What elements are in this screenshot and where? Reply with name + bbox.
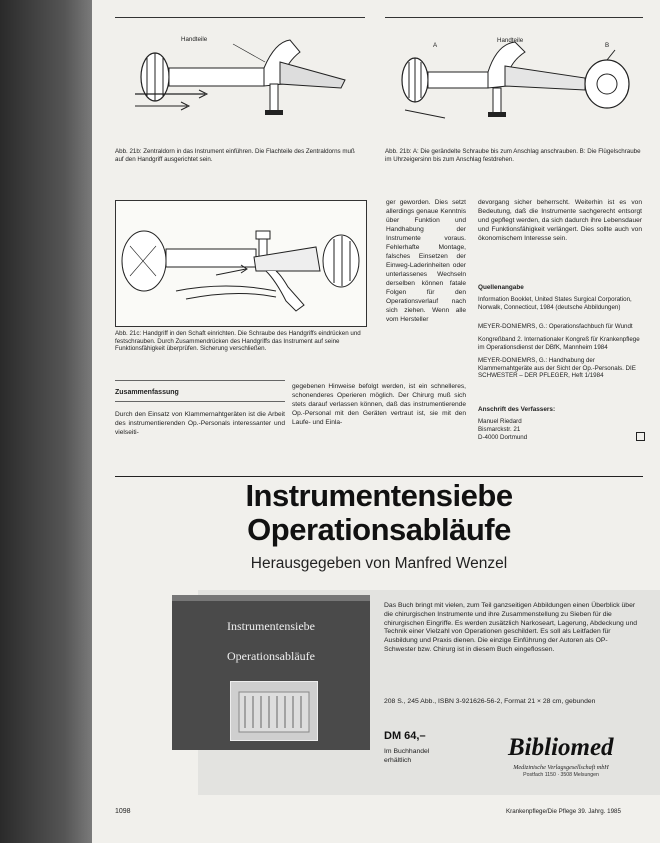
- book-cover-title-1: Instrumentensiebe: [227, 619, 315, 633]
- figure-a-label-handle: Handteile: [181, 36, 208, 43]
- book-cover: [172, 595, 370, 750]
- figure-a: [115, 22, 365, 132]
- author-line: Bismarckstr. 21: [478, 426, 521, 433]
- source-item: Information Booklet, United States Surgical Corporation, Norwalk, Connecticut, 1984 (deutsche Abbildungen): [478, 296, 632, 311]
- author-heading: Anschrift des Verfassers:: [478, 406, 556, 413]
- book-cover-image: [230, 681, 318, 741]
- ad-price: DM 64,–: [384, 730, 426, 742]
- summary-rule-bottom: [115, 401, 285, 402]
- stapler-drawing-a: [115, 22, 365, 132]
- ad-description: Das Buch bringt mit vielen, zum Teil ganzseitigen Abbildungen einen Überblick über die chirurgischen Instrumente und ihre Zusammenstellung zu Sieben für die chirurgischen Eingriffe. Es werden zusätzlich Narkoseart, Lagerung, Abdeckung und Technik einer Vielzahl von Operationen geschildert. Es soll als Leitfaden für Ausbildung und Praxis dienen. Die einzige Einführung der Autoren als OP-Schwester bzw. Chirurg ist in diesem Buch eingeflossen.: [384, 602, 638, 653]
- summary-rule-top: [115, 380, 285, 381]
- figure-b: [385, 22, 643, 132]
- column-1-text: Durch den Einsatz von Klammernahtgeräten ist die Arbeit des instrumentierenden Op.-Personals interessanter und vielseiti-: [115, 411, 285, 436]
- column-2-bottom-text: gegebenen Hinweise befolgt werden, ist ein schnelleres, schonenderes Operieren möglich. Der Chirurg muß sich stets darauf verlassen können, daß das instrumentierende Op.-Personal mit den Geräten vertraut ist, sie mit den Laufe- und Einla-: [292, 383, 466, 426]
- publisher-logo: Bibliomed: [508, 734, 614, 761]
- ad-title-line-2: Operationsabläufe: [247, 512, 511, 547]
- author-line: Manuel Riedard: [478, 418, 522, 425]
- top-rule-left: [115, 17, 365, 18]
- journal-footer: Krankenpflege/Die Pflege 39. Jahrg. 1985: [506, 808, 621, 815]
- book-spine-shadow: [0, 0, 92, 843]
- figure-c: [115, 200, 367, 327]
- publisher-address: Postfach 1150 · 3508 Melsungen: [523, 772, 599, 778]
- figure-b-label-a: A: [433, 42, 438, 49]
- column-3-text: devorgang sicher beherrscht. Weiterhin ist es von Bedeutung, daß die Instrumente sachgerecht entsorgt und gepflegt werden, da sich dadurch ihre Lebensdauer und Funktionsfähigkeit verlängert. Dies sollte auch von ökonomischem Interesse sein.: [478, 199, 642, 242]
- ad-rule: [115, 476, 643, 477]
- ad-specs: 208 S., 245 Abb., ISBN 3-921626-56-2, Format 21 × 28 cm, gebunden: [384, 698, 596, 705]
- figure-b-caption: Abb. 21b: A: Die gerändelte Schraube bis zum Anschlag anschrauben. B: Die Flügelschraube im Uhrzeigersinn bis zum Anschlag festdrehen.: [385, 148, 641, 163]
- ad-title-line-1: Instrumentensiebe: [245, 478, 513, 513]
- figure-b-label-handle: Handteile: [497, 37, 524, 44]
- ad-availability: Im Buchhandel erhältlich: [384, 748, 430, 764]
- end-mark: [636, 432, 645, 441]
- stapler-drawing-c: [116, 201, 366, 326]
- source-item: MEYER-DONIEMRS, G.: Handhabung der Klammernahtgeräte aus der Sicht der Op.-Personals. DIE SCHWESTER – DER PFLEGER, Heft 1/1984: [478, 357, 636, 380]
- page-number: 1098: [115, 808, 131, 815]
- top-rule-right: [385, 17, 643, 18]
- book-cover-title-2: Operationsabläufe: [227, 649, 315, 663]
- publisher-name: Medizinische Verlagsgesellschaft mbH: [513, 764, 609, 771]
- source-item: Kongreßband 2. Internationaler Kongreß für Krankenpflege im Operationsdienst der DBfK, Mannheim 1984: [478, 336, 640, 351]
- column-2-top-text: ger geworden. Dies setzt allerdings genaue Kenntnis über Funktion und Handhabung der Instrumente voraus. Fehlerhafte Montage, falsches Einsetzen der Einweg-Laderinheiten oder unterlassenes Wechseln derselben können fatale Folgen für den Operationsverlauf nach sich ziehen. Wenn alle vom Hersteller: [386, 199, 466, 323]
- sources-heading: Quellenangabe: [478, 284, 524, 291]
- figure-b-label-b: B: [605, 42, 610, 49]
- ad-subtitle: Herausgegeben von Manfred Wenzel: [250, 555, 508, 572]
- author-line: D-4000 Dortmund: [478, 434, 528, 441]
- source-item: MEYER-DONIEMRS, G.: Operationsfachbuch für Wundt: [478, 323, 633, 330]
- figure-a-caption: Abb. 21b: Zentraldorn in das Instrument einführen. Die Flachteile des Zentraldorns muß auf den Handgriff ausgerichtet sein.: [115, 148, 355, 163]
- figure-c-caption: Abb. 21c: Handgriff in den Schaft einrichten. Die Schraube des Handgriffs eindrücken und festschrauben. Durch Zusammendrücken des Handgriffs das Instrument auf seine Funktionsfähigkeit überprüfen. Sicherung verschließen.: [115, 330, 361, 353]
- summary-heading: Zusammenfassung: [115, 389, 179, 396]
